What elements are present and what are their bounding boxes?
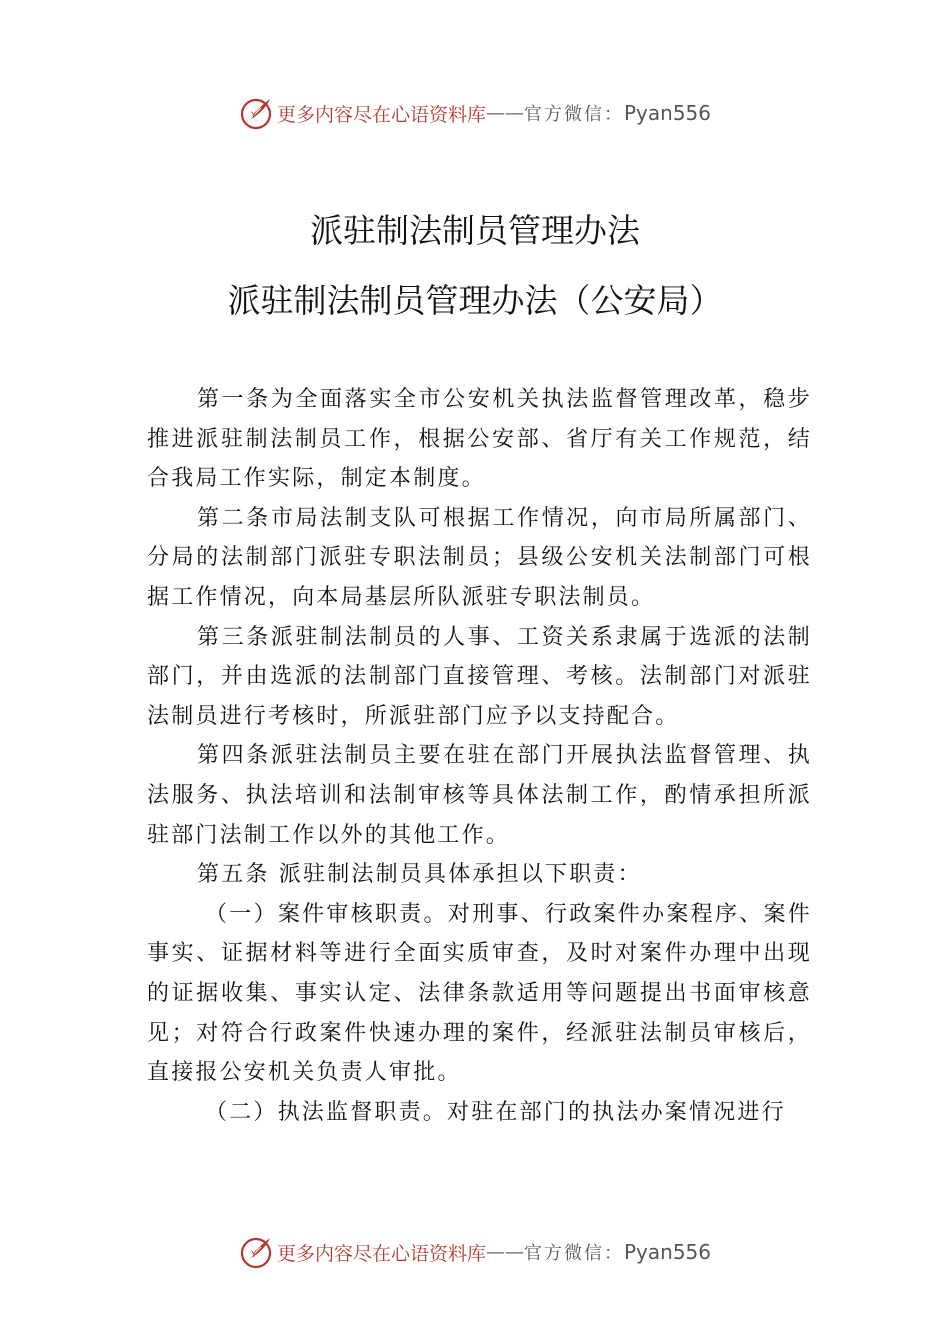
banner-wechat-label: 官方微信： (524, 104, 624, 125)
svg-text:Y: Y (250, 111, 257, 121)
quill-logo-icon (239, 95, 275, 131)
article-5-paragraph: 第五条 派驻制法制员具体承担以下职责： (197, 862, 642, 888)
banner-promo-text: 更多内容尽在心语资料库 (276, 103, 486, 126)
duty-1-paragraph: （一）案件审核职责。对刑事、行政案件办案程序、案件事实、证据材料等进行全面实质审查，及时对案件办理中出现的证据收集、事实认定、法律条款适用等问题提出书面审核意见；对符合行政案件快速办理的案件，经派驻法制员审核后，直接报公安机关负责人审批。 (147, 901, 812, 1086)
banner-wechat-id: Pyan556 (624, 1240, 712, 1264)
banner-promo-text: 更多内容尽在心语资料库 (276, 1242, 486, 1265)
duty-2-paragraph: （二）执法监督职责。对驻在部门的执法办案情况进行 (205, 1099, 786, 1125)
document-body (147, 380, 812, 1132)
banner-wechat-label: 官方微信： (524, 1243, 624, 1264)
article-2-paragraph: 第二条市局法制支队可根据工作情况，向市局所属部门、分局的法制部门派驻专职法制员；县级公安机关法制部门可根据工作情况，向本局基层所队派驻专职法制员。 (147, 505, 812, 610)
footer-banner (0, 1232, 950, 1272)
header-banner (0, 93, 950, 133)
banner-wechat-id: Pyan556 (624, 101, 712, 125)
document-title: 派驻制法制员管理办法 (310, 211, 640, 250)
article-3-paragraph: 第三条派驻制法制员的人事、工资关系隶属于选派的法制部门，并由选派的法制部门直接管理、考核。法制部门对派驻法制员进行考核时，所派驻部门应予以支持配合。 (147, 624, 812, 729)
document-subtitle: 派驻制法制员管理办法（公安局） (227, 281, 723, 320)
svg-text:Y: Y (250, 1250, 257, 1260)
article-4-paragraph: 第四条派驻法制员主要在驻在部门开展执法监督管理、执法服务、执法培训和法制审核等具体法制工作，酌情承担所派驻部门法制工作以外的其他工作。 (147, 743, 812, 848)
quill-logo-icon (239, 1234, 275, 1270)
banner-dash: —— (486, 102, 524, 124)
article-1-paragraph: 第一条为全面落实全市公安机关执法监督管理改革，稳步推进派驻制法制员工作，根据公安部、省厅有关工作规范，结合我局工作实际，制定本制度。 (147, 387, 812, 492)
banner-dash: —— (486, 1241, 524, 1263)
